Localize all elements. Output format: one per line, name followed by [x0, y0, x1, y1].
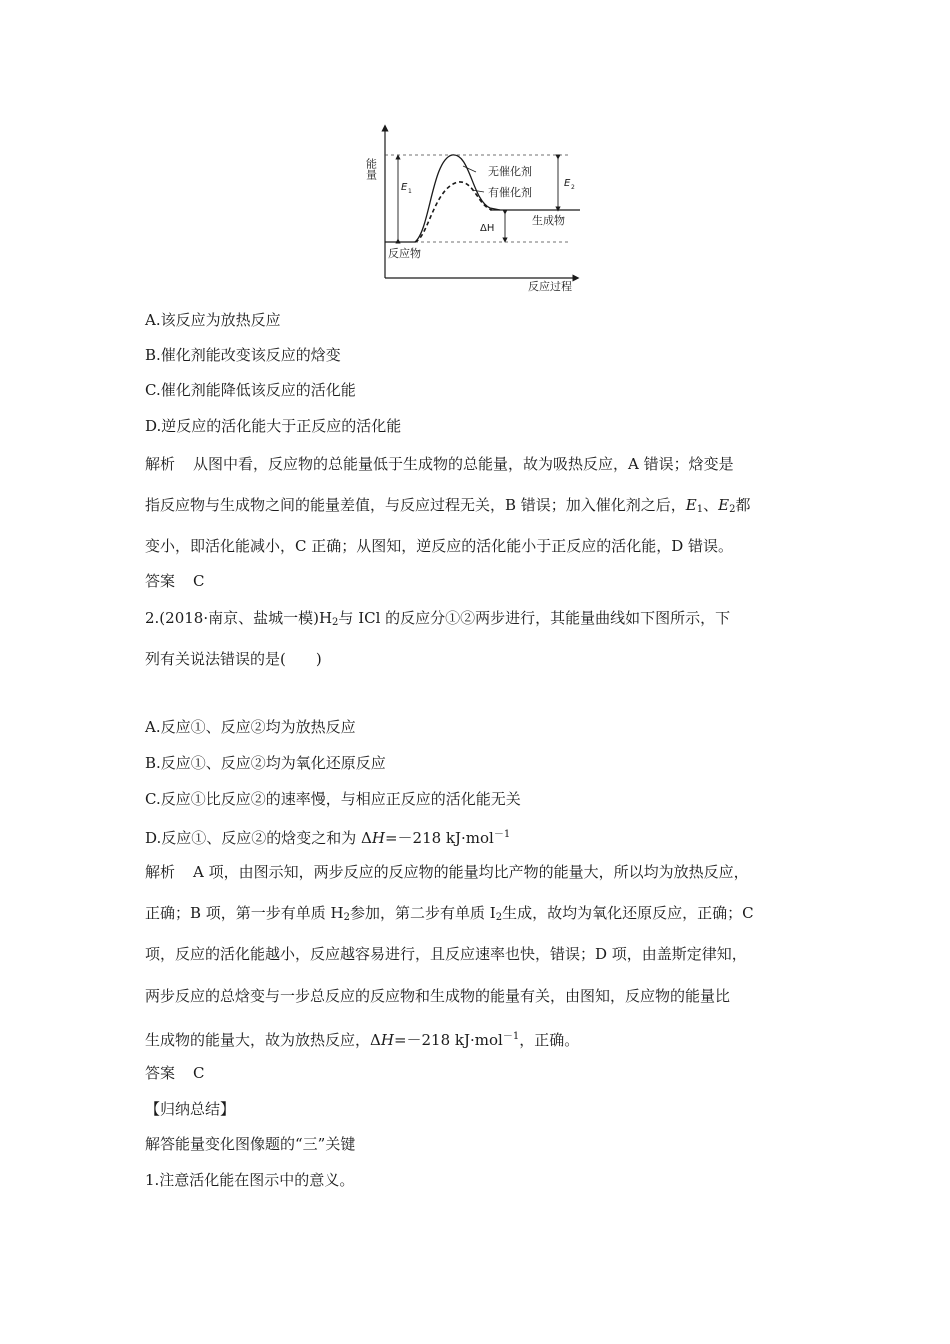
q2-analysis-text-5c: =－218 kJ·mol [393, 1031, 503, 1049]
q1-e2-symbol: E [718, 496, 730, 514]
q1-e2-sub: 2 [729, 504, 736, 515]
q2-stem-text-1: 2.(2018·南京、盐城一模)H [145, 609, 333, 627]
no-catalyst-pointer [463, 166, 476, 172]
q2-analysis-h2-sub: 2 [343, 912, 351, 923]
e2-label: E [564, 178, 571, 189]
q1-e1-symbol: E [685, 496, 697, 514]
no-catalyst-label: 无催化剂 [488, 165, 532, 178]
q2-option-d-exp: －1 [493, 829, 511, 840]
summary-point-1: 1.注意活化能在图示中的意义。 [145, 1171, 355, 1189]
q1-option-c: C.催化剂能降低该反应的活化能 [145, 381, 356, 399]
q1-analysis-label: 解析 [145, 455, 176, 473]
q1-option-a: A.该反应为放热反应 [145, 311, 281, 329]
q2-analysis-line-1 [145, 862, 749, 882]
q1-option-d: D.逆反应的活化能大于正反应的活化能 [145, 417, 402, 435]
q1-analysis-line-3: 变小，即活化能减小，C 正确；从图知，逆反应的活化能小于正反应的活化能，D 错误。 [145, 537, 734, 555]
q2-analysis-text-5e: ，正确。 [519, 1031, 580, 1049]
energy-diagram-svg [360, 120, 600, 295]
q1-analysis-text-1: 从图中看，反应物的总能量低于生成物的总能量，故为吸热反应，A 错误；焓变是 [193, 455, 734, 473]
q2-stem-text-1b: 与 ICl 的反应分①②两步进行，其能量曲线如下图所示，下 [338, 609, 731, 627]
q2-option-d-h: H [371, 829, 385, 847]
q2-analysis-text-2a: 正确；B 项，第一步有单质 H [145, 904, 344, 922]
catalyst-pointer [472, 190, 484, 192]
q1-analysis-line-2 [145, 495, 750, 520]
q2-stem-line-1 [145, 608, 730, 633]
q2-analysis-line-5 [145, 1027, 579, 1050]
q2-option-b: B.反应①、反应②均为氧化还原反应 [145, 754, 386, 772]
q2-h2-sub: 2 [332, 617, 339, 628]
q2-option-d-value: =－218 kJ·mol [384, 829, 494, 847]
q2-analysis-line-3: 项，反应的活化能越小，反应越容易进行，且反应速率也快，错误；D 项，由盖斯定律知， [145, 945, 747, 963]
q2-analysis-text-2c: 参加，第二步有单质 I [350, 904, 496, 922]
q2-analysis-exp: －1 [502, 1031, 520, 1042]
q1-answer [145, 571, 205, 591]
q2-analysis-label: 解析 [145, 863, 176, 881]
y-axis-label: 能量 [364, 158, 378, 180]
q2-option-c: C.反应①比反应②的速率慢，与相应正反应的活化能无关 [145, 790, 521, 808]
q2-analysis-text-1: A 项，由图示知，两步反应的反应物的能量均比产物的能量大，所以均为放热反应， [193, 863, 749, 881]
q2-option-d [145, 825, 510, 848]
q2-analysis-i2-sub: 2 [495, 912, 503, 923]
e1-sub: 1 [408, 188, 412, 195]
q2-analysis-text-2e: 生成，故均为氧化还原反应，正确；C [502, 904, 754, 922]
q1-analysis-text-2-end: 都 [735, 496, 751, 514]
product-label: 生成物 [532, 214, 565, 227]
e2-sub: 2 [571, 184, 575, 191]
q1-e1-sub: 1 [696, 504, 704, 515]
reactant-label: 反应物 [388, 247, 421, 260]
q2-answer [145, 1063, 205, 1083]
q2-analysis-line-4: 两步反应的总焓变与一步总反应的反应物和生成物的能量有关，由图知，反应物的能量比 [145, 987, 731, 1005]
e1-label: E [401, 182, 408, 193]
q1-answer-label: 答案 [145, 572, 176, 590]
x-axis-label: 反应过程 [528, 280, 572, 293]
summary-title: 【归纳总结】 [145, 1100, 236, 1118]
q1-option-b: B.催化剂能改变该反应的焓变 [145, 346, 341, 364]
q2-stem-line-2: 列有关说法错误的是( ) [145, 650, 322, 668]
catalyst-label: 有催化剂 [488, 186, 532, 199]
energy-diagram [360, 120, 600, 295]
q2-analysis-line-2 [145, 903, 754, 928]
q2-analysis-text-5a: 生成物的能量大，故为放热反应，Δ [145, 1031, 381, 1049]
q2-option-d-text: D.反应①、反应②的焓变之和为 Δ [145, 829, 372, 847]
q1-answer-value: C [193, 572, 205, 590]
q2-analysis-h: H [380, 1031, 394, 1049]
q1-analysis-text-2: 指反应物与生成物之间的能量差值，与反应过程无关，B 错误；加入催化剂之后， [145, 496, 686, 514]
q1-sep: 、 [703, 496, 719, 514]
q2-answer-value: C [193, 1064, 205, 1082]
q2-answer-label: 答案 [145, 1064, 176, 1082]
q2-option-a: A.反应①、反应②均为放热反应 [145, 718, 356, 736]
q1-analysis-line-1 [145, 454, 734, 474]
summary-subtitle: 解答能量变化图像题的“三”关键 [145, 1135, 356, 1153]
dh-label: ΔH [480, 223, 495, 234]
